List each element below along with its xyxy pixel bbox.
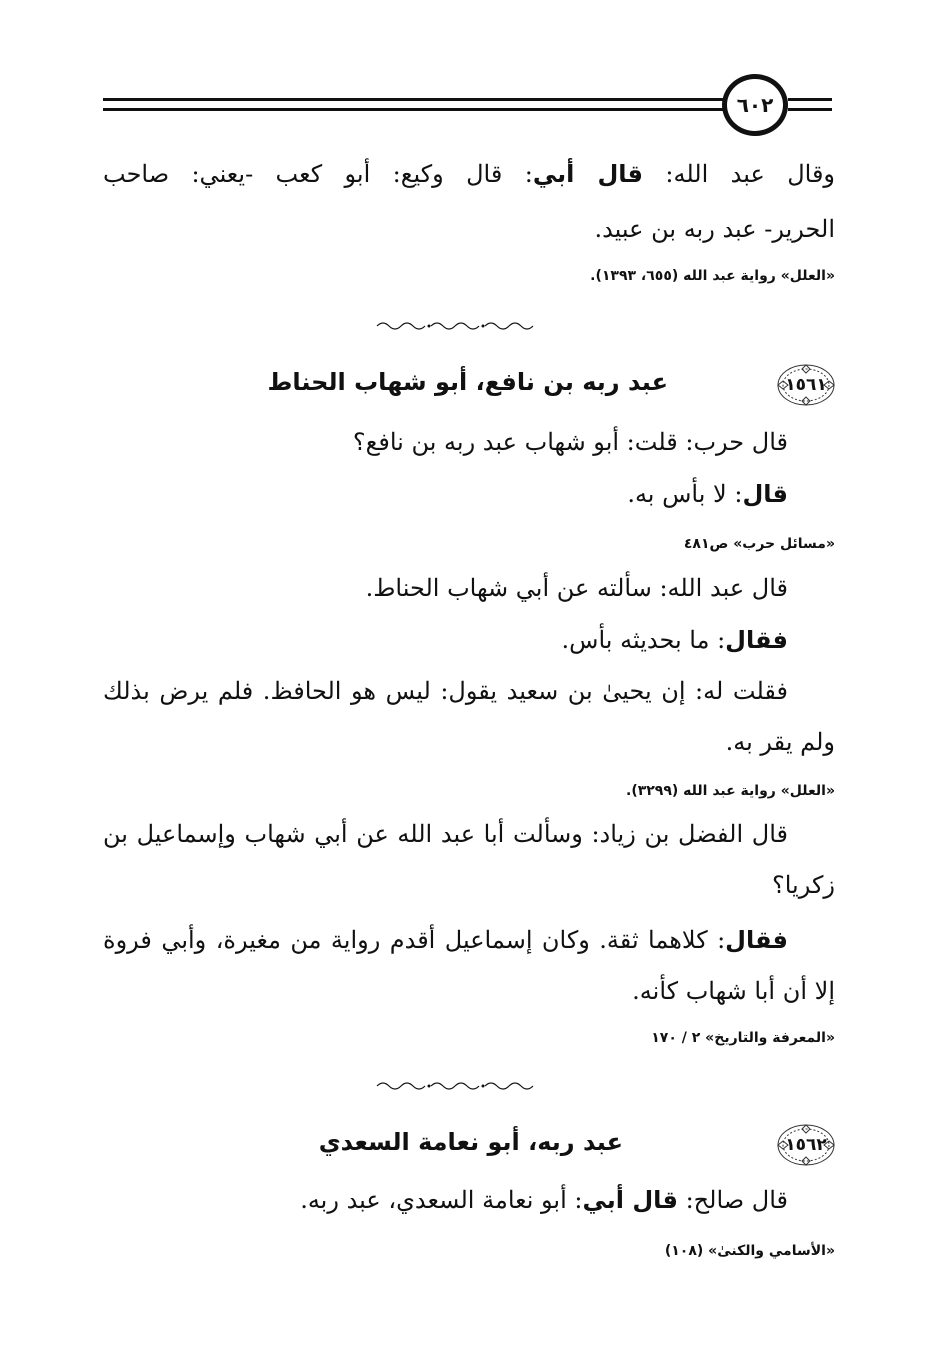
entry1561-p5-line1	[103, 926, 788, 954]
entry1561-source2: «العلل» رواية عبد الله (٣٢٩٩).	[626, 783, 835, 799]
entry-title: عبد ربه، أبو نعامة السعدي	[318, 1128, 623, 1156]
header-rule-top	[103, 98, 725, 101]
entry1561-q-line: قال حرب: قلت: أبو شهاب عبد ربه بن نافع؟	[352, 428, 788, 456]
header-rule-right-bottom	[788, 108, 832, 111]
block1-line1	[103, 160, 835, 188]
section-ornament	[360, 318, 550, 334]
entry1561-p3-line2: ولم يقر به.	[725, 728, 835, 756]
header-rule-right-top	[788, 98, 832, 101]
entry-number-badge	[775, 1122, 837, 1168]
text-run: : قال وكيع: أبو كعب -يعني: صاحب	[103, 160, 533, 188]
entry1562-source: «الأسامي والكنىٰ» (١٠٨)	[664, 1243, 835, 1259]
block1-source: «العلل» رواية عبد الله (٦٥٥، ١٣٩٣).	[590, 268, 835, 284]
entry1561-p3-line1: فقلت له: إن يحيىٰ بن سعيد يقول: ليس هو الحافظ. فلم يرض بذلك	[103, 677, 788, 705]
section-ornament	[360, 1078, 550, 1094]
text-run: : ما بحديثه بأس.	[561, 626, 726, 654]
text-run: : لا بأس به.	[627, 480, 743, 508]
entry-number: ١٥٦٢	[785, 1135, 827, 1155]
entry1561-source1: «مسائل حرب» ص٤٨١	[683, 536, 835, 552]
entry1562-line	[300, 1186, 788, 1214]
bold-text: قال أبي	[532, 160, 643, 188]
entry-number: ١٥٦١	[785, 375, 827, 395]
text-run: قال صالح:	[685, 1186, 788, 1214]
bold-text: فقال	[725, 926, 788, 954]
entry1561-p2-answer	[562, 626, 788, 654]
entry1561-p5-line2: إلا أن أبا شهاب كأنه.	[632, 977, 835, 1005]
text-run: : أبو نعامة السعدي، عبد ربه.	[300, 1186, 583, 1214]
bold-text: قال أبي	[582, 1186, 678, 1214]
block1-line2: الحرير- عبد ربه بن عبيد.	[594, 215, 835, 243]
entry1561-p2-line1: قال عبد الله: سألته عن أبي شهاب الحناط.	[365, 574, 788, 602]
entry1561-answer	[627, 480, 788, 508]
entry-number-badge	[775, 362, 837, 408]
header-rule-bottom	[103, 108, 725, 111]
page-number: ٦٠٢	[722, 74, 788, 136]
entry1561-p4-line1: قال الفضل بن زياد: وسألت أبا عبد الله عن أبي شهاب وإسماعيل بن	[103, 820, 788, 848]
bold-text: قال	[742, 480, 788, 508]
entry1561-p4-line2: زكريا؟	[772, 871, 835, 899]
entry1561-source3: «المعرفة والتاريخ» ٢ / ١٧٠	[651, 1030, 835, 1046]
bold-text: فقال	[725, 626, 788, 654]
text-run: : كلاهما ثقة. وكان إسماعيل أقدم رواية من مغيرة، وأبي فروة	[103, 926, 726, 954]
entry-title: عبد ربه بن نافع، أبو شهاب الحناط	[267, 368, 668, 396]
text-run: وقال عبد الله:	[665, 160, 835, 188]
